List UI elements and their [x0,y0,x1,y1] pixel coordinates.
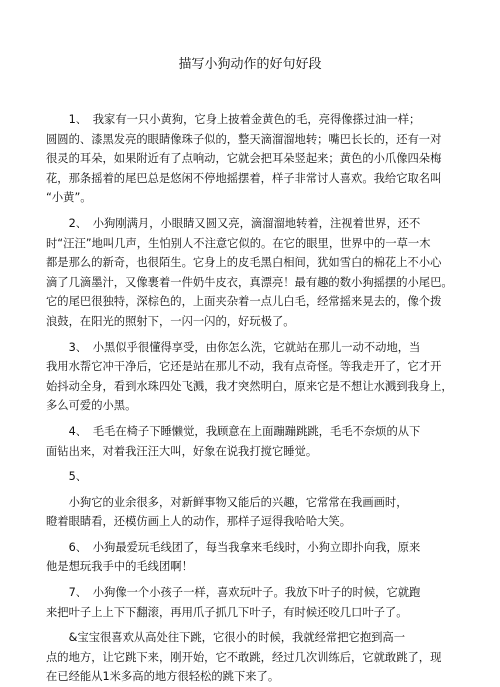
text-line: 都是那么的新奇，也很陌生。它身上的皮毛黑白相间，犹如雪白的棉花上不小心 [46,256,442,270]
text-line: 我用水帮它冲干净后，它还是站在那儿不动，我有点奇怪。等我走开了，它才开 [46,360,442,374]
text-line: 多么可爱的小黑。 [46,399,137,413]
text-line: 7、 小狗像一个小孩子一样，喜欢玩叶子。我放下叶子的时候，它就跑 [46,586,421,600]
text-line: 小狗它的业余很多，对新鲜事物又能后的兴趣，它常常在我画画时， [46,495,408,509]
text-line: 它的尾巴很独特，深棕色的，上面夹杂着一点儿白毛，经常摇来晃去的，像个拨 [46,295,442,309]
text-line: 6、 小狗最爱玩毛线团了，每当我拿来毛线时，小狗立即扑向我，原来 [46,540,421,554]
text-line: 很灵的耳朵，如果附近有了点响动，它就会把耳朵竖起来；黄色的小爪像四朵梅 [46,152,442,166]
text-line: 他是想玩我手中的毛线团啊！ [46,560,193,574]
text-line: 滴了几滴墨汁，又像裹着一件奶牛皮衣，真漂亮！最有趣的数小狗摇摆的小尾巴。 [46,275,453,289]
text-line: 花，那条摇着的尾巴总是悠闲不停地摇摆着，样子非常讨人喜欢。我给它取名叫 [46,171,442,185]
text-line: 点的地方，让它跳下来，刚开始，它不敢跳，经过几次训练后，它就敢跳了，现 [46,650,442,664]
document-body [46,110,466,687]
text-line: 来把叶子上上下下翻滚，再用爪子抓几下叶子，有时候还咬几口叶子了。 [46,605,408,619]
text-line: 5、 [46,470,88,484]
text-line: 浪鼓，在阳光的照射下，一闪一闪的，好玩极了。 [46,314,295,328]
document-title: 描写小狗动作的好句好段 [178,57,322,72]
text-line: &宝宝很喜欢从高处往下跳，它很小的时候，我就经常把它抱到高一 [46,631,406,645]
text-line: 在已经能从1米多高的地方很轻松的跳下来了。 [46,670,280,684]
text-line: 瞪着眼睛看，还模仿画上人的动作，那样子逗得我哈哈大笑。 [46,515,352,529]
text-line: 始抖动全身，看到水珠四处飞溅，我才突然明白，原来它是不想让水溅到我身上， [46,379,453,393]
text-line: 4、 毛毛在椅子下睡懒觉，我顾意在上面蹦蹦跳跳，毛毛不奈烦的从下 [46,424,421,438]
text-line: 3、 小黑似乎很懂得享受，由你怎么洗，它就站在那儿一动不动地，当 [46,340,421,354]
text-line: 面钻出来，对着我汪汪大叫，好象在说我打搅它睡觉。 [46,444,318,458]
text-line: 1、 我家有一只小黄狗，它身上披着金黄色的毛，亮得像搽过油一样； [46,113,421,126]
text-line: 圆圆的、漆黑发亮的眼睛像珠子似的，整天滴溜溜地转；嘴巴长长的，还有一对 [46,132,442,146]
text-line: “小黄”。 [46,191,92,205]
text-line: 2、 小狗刚满月，小眼睛又圆又亮，滴溜溜地转着，注视着世界，还不 [46,216,421,230]
text-line: 时“汪汪”地叫几声，生怕别人不注意它似的。在它的眼里，世界中的一草一木 [46,236,431,250]
